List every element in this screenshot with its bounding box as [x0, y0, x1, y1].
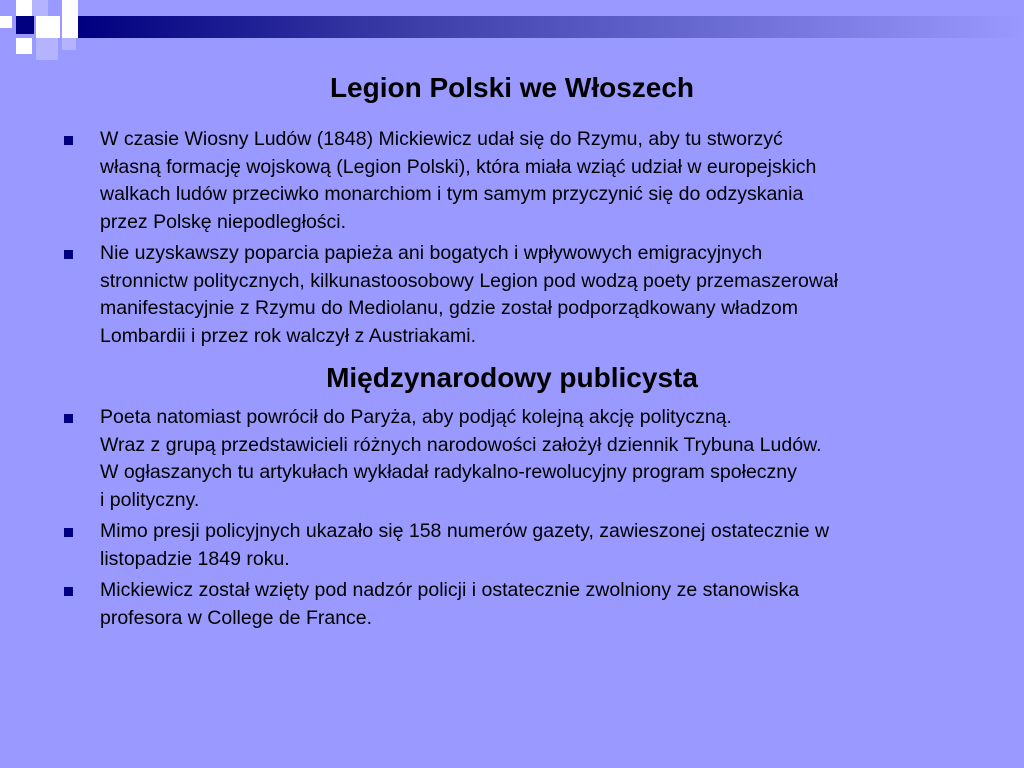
bullet-text-line: Mimo presji policyjnych ukazało się 158 numerów gazety, zawieszonej ostatecznie w — [100, 520, 830, 542]
bullet-text-line: Mickiewicz został wzięty pod nadzór policji i ostatecznie zwolniony ze stanowiska — [100, 579, 800, 601]
bullet-text-line: walkach ludów przeciwko monarchiom i tym samym przyczynić się do odzyskania — [100, 183, 804, 205]
mosaic-square — [0, 16, 12, 28]
mosaic-square — [16, 38, 32, 54]
bullet-text-line: Nie uzyskawszy poparcia papieża ani bogatych i wpływowych emigracyjnych — [100, 242, 763, 264]
bullet-text-line: W ogłaszanych tu artykułach wykładał radykalno-rewolucyjny program społeczny — [100, 461, 797, 483]
bullet-list-legion — [0, 126, 1024, 354]
bullet-item — [0, 518, 1024, 573]
mosaic-square — [32, 0, 48, 16]
mosaic-square — [16, 0, 32, 16]
bullet-text-line: manifestacyjnie z Rzymu do Mediolanu, gdzie został podporządkowany władzom — [100, 297, 799, 319]
bullet-text-line: stronnictw politycznych, kilkunastoosobowy Legion pod wodzą poety przemaszerował — [100, 269, 839, 292]
gradient-bar — [78, 16, 1024, 38]
bullet-text-line: W czasie Wiosny Ludów (1848) Mickiewicz udał się do Rzymu, aby tu stworzyć — [100, 128, 783, 150]
square-bullet-icon — [64, 250, 73, 259]
mosaic-square — [36, 16, 60, 38]
bullet-list-publicysta — [0, 404, 1024, 636]
bullet-item — [0, 404, 1024, 514]
bullet-item — [0, 126, 1024, 236]
bullet-text-line: listopadzie 1849 roku. — [100, 547, 290, 570]
square-bullet-icon — [64, 528, 73, 537]
square-bullet-icon — [64, 414, 73, 423]
square-bullet-icon — [64, 136, 73, 145]
mosaic-square — [62, 0, 78, 16]
section-title-legion: Legion Polski we Włoszech — [329, 72, 695, 103]
square-bullet-icon — [64, 587, 73, 596]
mosaic-square — [16, 16, 34, 34]
bullet-text-line: przez Polskę niepodległości. — [100, 210, 347, 233]
bullet-text-line: własną formację wojskową (Legion Polski), która miała wziąć udział w europejskich — [100, 155, 817, 178]
bullet-text-line: Poeta natomiast powrócił do Paryża, aby podjąć kolejną akcję polityczną. — [100, 406, 732, 428]
bullet-item — [0, 240, 1024, 350]
mosaic-square — [0, 0, 16, 16]
mosaic-square — [62, 16, 78, 38]
bullet-text-line: profesora w College de France. — [100, 606, 373, 629]
bullet-text-line: i polityczny. — [100, 488, 200, 511]
bullet-item — [0, 577, 1024, 632]
bullet-text-line: Wraz z grupą przedstawicieli różnych narodowości założył dziennik Trybuna Ludów. — [100, 433, 822, 456]
section-title-publicysta: Międzynarodowy publicysta — [326, 362, 698, 393]
bullet-text-line: Lombardii i przez rok walczył z Austriakami. — [100, 324, 477, 347]
mosaic-square — [62, 38, 76, 50]
mosaic-square — [36, 38, 58, 60]
